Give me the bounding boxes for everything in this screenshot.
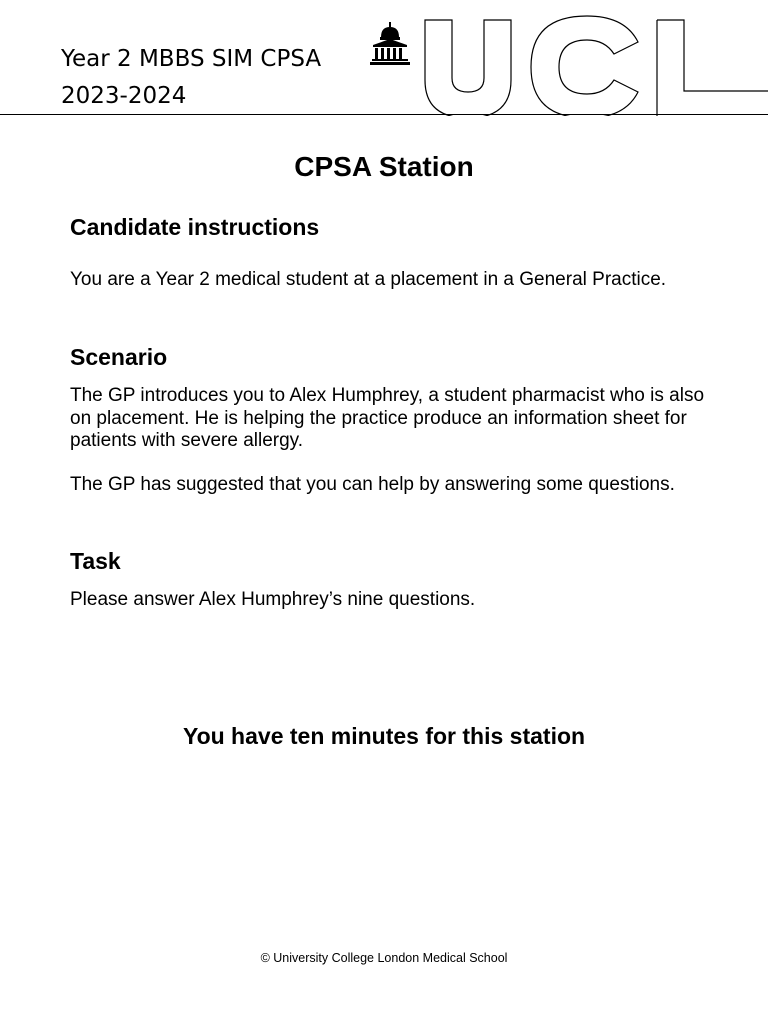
ucl-logo [420,0,768,116]
time-limit-notice: You have ten minutes for this station [182,723,586,749]
portico-icon [370,22,410,66]
copyright-footer: © University College London Medical School [260,951,508,965]
task-text: Please answer Alex Humphrey’s nine questions. [70,589,476,610]
scenario-paragraph-2: The GP has suggested that you can help by answering some questions. [70,474,675,495]
section-heading-candidate-instructions: Candidate instructions [70,214,320,240]
header-title [61,41,321,115]
page-header [0,0,768,116]
candidate-instructions-text: You are a Year 2 medical student at a placement in a General Practice. [70,269,667,290]
document-title: CPSA Station [294,151,474,182]
section-heading-scenario: Scenario [70,344,168,370]
header-title-line2: 2023-2024 [61,83,187,109]
scenario-paragraph-1: The GP introduces you to Alex Humphrey, a student pharmacist who is also on placement. He is helping the practice produce an information sheet for patients with severe allergy. [70,385,705,451]
section-heading-task: Task [70,548,121,574]
header-divider [0,114,768,115]
header-title-line1: Year 2 MBBS SIM CPSA [61,46,322,72]
